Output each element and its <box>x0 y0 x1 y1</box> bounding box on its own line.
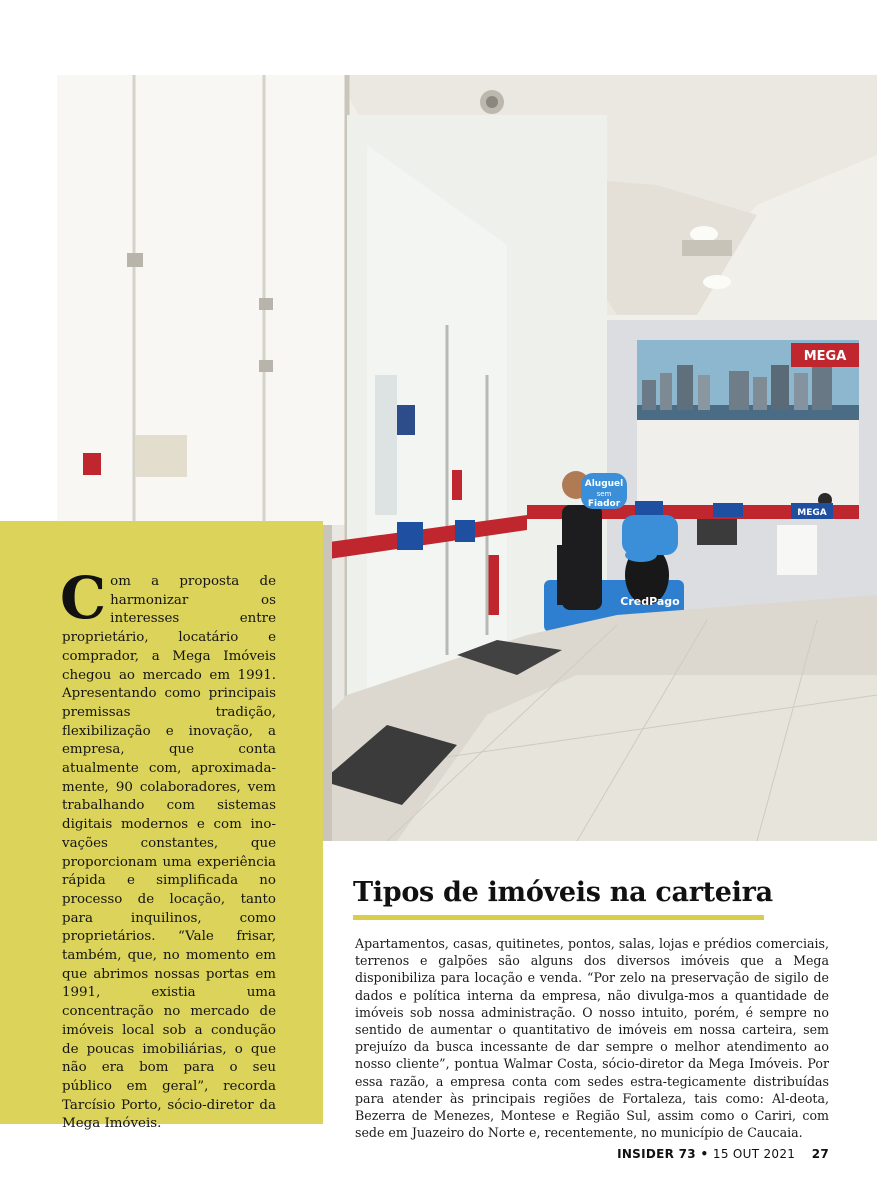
standee-credpago-text: CredPago <box>620 595 680 608</box>
heading-underline <box>353 915 764 920</box>
section-heading: Tipos de imóveis na carteira <box>353 877 773 908</box>
standee-sem-text: sem <box>596 490 612 498</box>
page-footer <box>617 1147 829 1161</box>
poster-mega-logo: MEGA <box>803 349 847 364</box>
intro-paragraph-text: om a proposta de harmonizar os interesses entre proprietário, locatário e comprador, a Mega Imóveis chegou ao mercado em 1991. Apresentando como principais premissas tradição, flexibilização e inovação, a empresa, que conta atualmente com, aproximada-mente, 90 colaboradores, vem trabalhando com sistemas digitais modernos e com ino-vações constantes, que proporcionam uma experiência rápida e simplificada no processo de locação, tanto para inquilinos, como proprietários. “Vale frisar, também, que, no momento em que abrimos nossas portas em 1991, existia uma concentração no mercado de imóveis local sob a condução de poucas imobiliárias, o que não era bom para o seu público em geral”, recorda Tarcísio Porto, sócio-diretor da Mega Imóveis. <box>62 574 276 1132</box>
intro-paragraph <box>60 564 276 1134</box>
footer-separator: • <box>700 1147 709 1161</box>
stripe-mega-logo: MEGA <box>797 508 827 518</box>
article-body-paragraph: Apartamentos, casas, quitinetes, pontos, salas, lojas e prédios comerciais, terrenos e galpões são alguns dos diversos imóveis que a Mega disponibiliza para locação e venda. “Por zelo na preservação de sigilo de dados e política interna da empresa, não divulga-mos a quantidade de imóveis sob nossa administração. O nosso intuito, porém, é sempre no sentido de aumentar o quantitativo de imóveis em nossa carteira, sem prejuízo da busca incessante de dar sempre o melhor atendimento ao nosso cliente”, pontua Walmar Costa, sócio-diretor da Mega Imóveis. Por essa razão, a empresa conta com sedes estra-tegicamente distribuídas para atender às principais regiões de Fortaleza, tais como: Al-deota, Bezerra de Menezes, Montese e Região Sul, assim como o Cariri, com sede em Juazeiro do Norte e, recentemente, no município de Caucaia. <box>355 936 829 1141</box>
standee-aluguel-text: Aluguel <box>584 479 624 489</box>
page-number: 27 <box>811 1147 829 1161</box>
standee-fiador-text: Fiador <box>587 499 621 509</box>
magazine-issue: INSIDER 73 <box>617 1147 696 1161</box>
issue-date: 15 OUT 2021 <box>712 1147 796 1161</box>
drop-cap-letter: C <box>60 564 107 632</box>
